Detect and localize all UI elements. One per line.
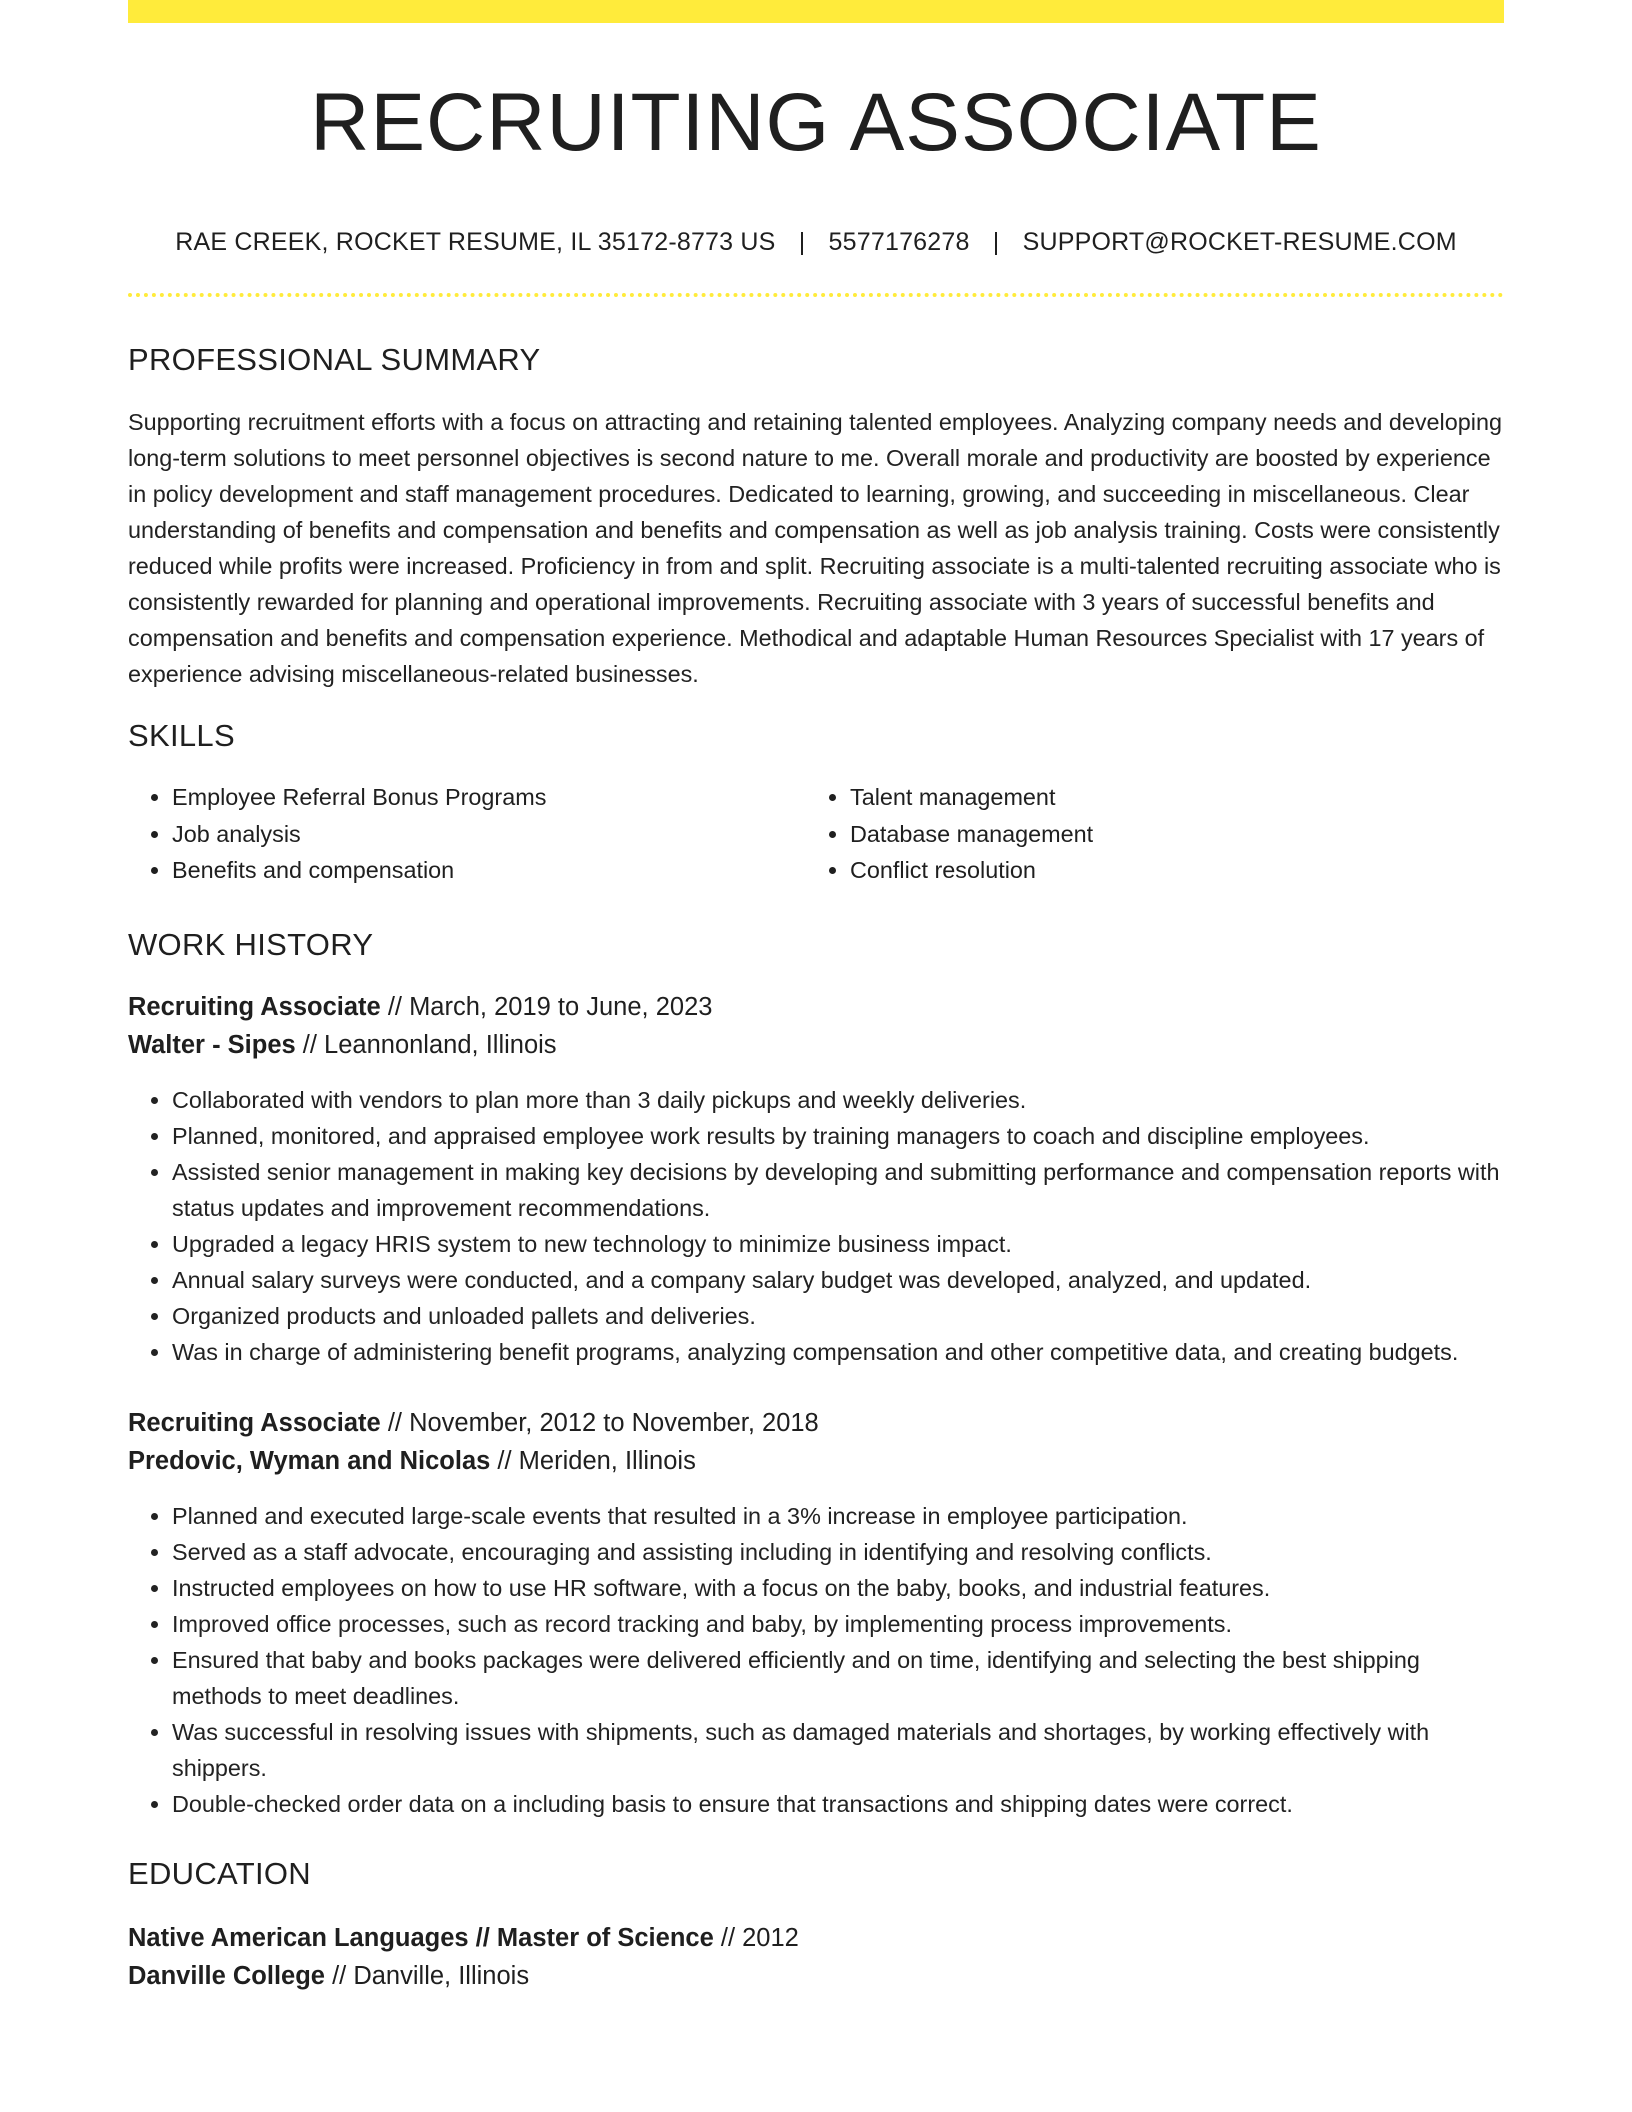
job-bullet: • Organized products and unloaded pallets and deliveries.: [172, 1298, 1504, 1334]
skill-item: • Conflict resolution: [850, 852, 1484, 889]
summary-heading: PROFESSIONAL SUMMARY: [128, 342, 541, 377]
job-bullet: • Collaborated with vendors to plan more than 3 daily pickups and weekly deliveries.: [172, 1082, 1504, 1118]
contact-phone: 5577176278: [828, 228, 970, 256]
education-degree-line: [128, 1919, 1504, 1957]
skill-item: • Benefits and compensation: [172, 852, 806, 889]
job-title: Recruiting Associate: [128, 1408, 381, 1437]
job-bullet: • Planned and executed large-scale events that resulted in a 3% increase in employee participation.: [172, 1498, 1504, 1534]
work-history-heading: WORK HISTORY: [128, 926, 374, 962]
skills-list: [128, 779, 1504, 889]
job-bullet: • Improved office processes, such as record tracking and baby, by implementing process improvements.: [172, 1606, 1504, 1642]
job-location: // Leannonland, Illinois: [302, 1030, 557, 1059]
skill-item: • Job analysis: [172, 816, 806, 853]
contact-separator: |: [798, 228, 806, 256]
job-bullets: [128, 1498, 1504, 1822]
education-heading: EDUCATION: [128, 1855, 311, 1891]
job-title: Recruiting Associate: [128, 992, 381, 1021]
contact-separator: |: [992, 228, 1000, 256]
job-entry: [128, 1404, 1504, 1822]
job-entry: [128, 988, 1504, 1370]
job-bullet: • Annual salary surveys were conducted, and a company salary budget was developed, analyzed, and updated.: [172, 1262, 1504, 1298]
skill-item: • Employee Referral Bonus Programs: [172, 779, 806, 816]
job-bullet: • Served as a staff advocate, encouraging and assisting including in identifying and resolving conflicts.: [172, 1534, 1504, 1570]
job-title-line: [128, 988, 1504, 1026]
job-bullets: [128, 1082, 1504, 1370]
job-bullet: • Planned, monitored, and appraised employee work results by training managers to coach and discipline employees.: [172, 1118, 1504, 1154]
job-bullet: • Instructed employees on how to use HR software, with a focus on the baby, books, and industrial features.: [172, 1570, 1504, 1606]
job-company-line: [128, 1442, 1504, 1480]
page-title: RECRUITING ASSOCIATE: [310, 77, 1322, 168]
contact-email: SUPPORT@ROCKET-RESUME.COM: [1022, 228, 1457, 256]
job-dates: // November, 2012 to November, 2018: [387, 1408, 819, 1437]
skill-item: • Talent management: [850, 779, 1484, 816]
job-company: Walter - Sipes: [128, 1030, 296, 1059]
skill-item: • Database management: [850, 816, 1484, 853]
job-bullet: • Assisted senior management in making key decisions by developing and submitting performance and compensation reports with status updates and improvement recommendations.: [172, 1154, 1504, 1226]
job-bullet: • Upgraded a legacy HRIS system to new technology to minimize business impact.: [172, 1226, 1504, 1262]
education-year: // 2012: [720, 1923, 799, 1952]
education-location: // Danville, Illinois: [332, 1961, 530, 1990]
education-entry: [128, 1919, 1504, 1995]
job-company: Predovic, Wyman and Nicolas: [128, 1446, 491, 1475]
job-bullet: • Was in charge of administering benefit programs, analyzing compensation and other competitive data, and creating budgets.: [172, 1334, 1504, 1370]
contact-address: RAE CREEK, ROCKET RESUME, IL 35172-8773 US: [175, 228, 776, 256]
job-dates: // March, 2019 to June, 2023: [387, 992, 713, 1021]
top-accent-bar: [128, 0, 1504, 23]
job-company-line: [128, 1026, 1504, 1064]
education-degree: Native American Languages // Master of Science: [128, 1923, 714, 1952]
dotted-divider: [128, 293, 1504, 297]
job-bullet: • Ensured that baby and books packages were delivered efficiently and on time, identifying and selecting the best shipping methods to meet deadlines.: [172, 1642, 1504, 1714]
job-bullet: • Double-checked order data on a including basis to ensure that transactions and shipping dates were correct.: [172, 1786, 1504, 1822]
skills-column-right: [806, 779, 1484, 889]
skills-column-left: [128, 779, 806, 889]
job-location: // Meriden, Illinois: [497, 1446, 696, 1475]
resume-page: [128, 0, 1504, 1995]
job-bullet: • Was successful in resolving issues with shipments, such as damaged materials and shortages, by working effectively with shippers.: [172, 1714, 1504, 1786]
skills-heading: SKILLS: [128, 718, 235, 753]
summary-text: Supporting recruitment efforts with a focus on attracting and retaining talented employees. Analyzing company needs and developing long-term solutions to meet personnel objectives is second nature to me. Overall morale and productivity are boosted by experience in policy development and staff management procedures. Dedicated to learning, growing, and succeeding in miscellaneous. Clear understanding of benefits and compensation and benefits and compensation as well as job analysis training. Costs were consistently reduced while profits were increased. Proficiency in from and split. Recruiting associate is a multi-talented recruiting associate who is consistently rewarded for planning and operational improvements. Recruiting associate with 3 years of successful benefits and compensation and benefits and compensation experience. Methodical and adaptable Human Resources Specialist with 17 years of experience advising miscellaneous-related businesses.: [128, 409, 1502, 687]
education-school: Danville College: [128, 1961, 325, 1990]
education-school-line: [128, 1957, 1504, 1995]
job-title-line: [128, 1404, 1504, 1442]
contact-line: [128, 230, 1504, 255]
